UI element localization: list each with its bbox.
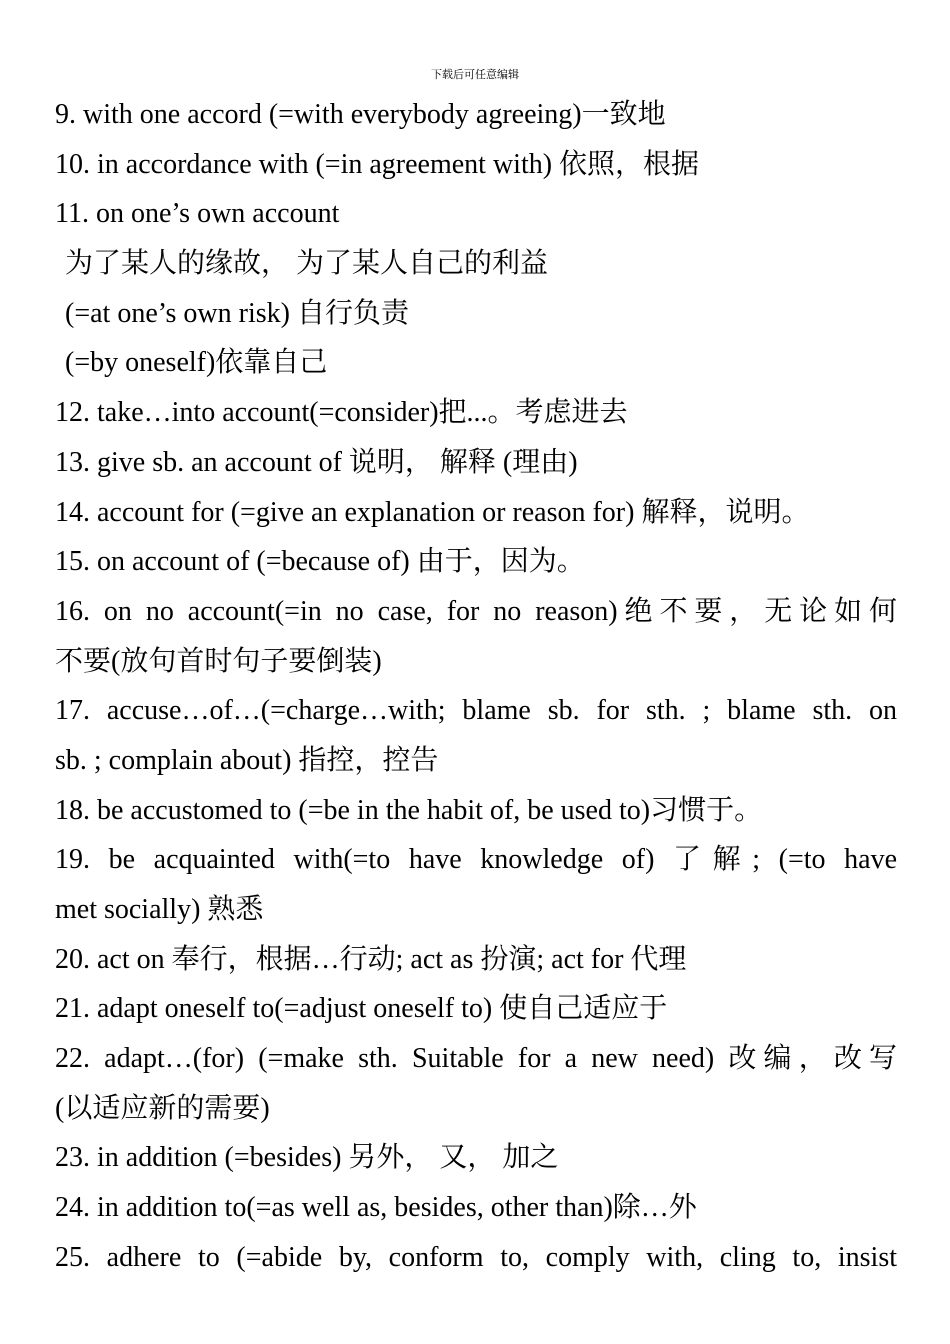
entry-line: 21. adapt oneself to(=adjust oneself to) 使自己适应于 — [55, 993, 668, 1025]
page-header: 下载后可任意编辑 — [431, 68, 519, 81]
entry-line: (=at one’s own risk) 自行负责 — [65, 297, 409, 329]
entry-line: 16. on no account(=in no case, for no reason)绝不要，无论如何 — [55, 595, 897, 627]
entry-line: 20. act on 奉行，根据…行动; act as 扮演; act for 代理 — [55, 943, 687, 975]
entry-line: met socially) 熟悉 — [55, 894, 264, 925]
entry-line: 12. take…into account(=consider)把...。考虑进去 — [55, 397, 628, 429]
entry-line: 24. in addition to(=as well as, besides, other than)除…外 — [55, 1192, 697, 1224]
entry-line: 9. with one accord (=with everybody agreeing)一致地 — [55, 99, 666, 130]
entry-line: 15. on account of (=because of) 由于，因为。 — [55, 546, 585, 578]
vocabulary-list — [55, 90, 897, 1283]
entry-line: 22. adapt…(for) (=make sth. Suitable for a new need) 改编，改写 — [55, 1043, 897, 1075]
entry-line: 10. in accordance with (=in agreement with) 依照，根据 — [55, 148, 700, 180]
entry-line: 14. account for (=give an explanation or reason for) 解释，说明。 — [55, 496, 810, 528]
entry-line: 18. be accustomed to (=be in the habit of, be used to)习惯于。 — [55, 794, 763, 826]
entry-line: (以适应新的需要) — [55, 1092, 270, 1124]
entry-line: 25. adhere to (=abide by, conform to, comply with, cling to, insist — [55, 1241, 897, 1273]
entry-line: (=by oneself)依靠自己 — [65, 347, 328, 379]
entry-line: 11. on one’s own account — [55, 198, 340, 230]
entry-line: 17. accuse…of…(=charge…with; blame sb. for sth. ; blame sth. on — [55, 695, 897, 727]
entry-line: 19. be acquainted with(=to have knowledge of) 了解; (=to have — [55, 844, 897, 876]
entry-line: 23. in addition (=besides) 另外， 又， 加之 — [55, 1142, 559, 1174]
entry-line: 不要(放句首时句子要倒装) — [55, 645, 382, 677]
entry-line: 13. give sb. an account of 说明， 解释 (理由) — [55, 446, 578, 478]
entry-line: 为了某人的缘故， 为了某人自己的利益 — [65, 248, 549, 280]
entry-line: sb. ; complain about) 指控，控告 — [55, 744, 439, 776]
